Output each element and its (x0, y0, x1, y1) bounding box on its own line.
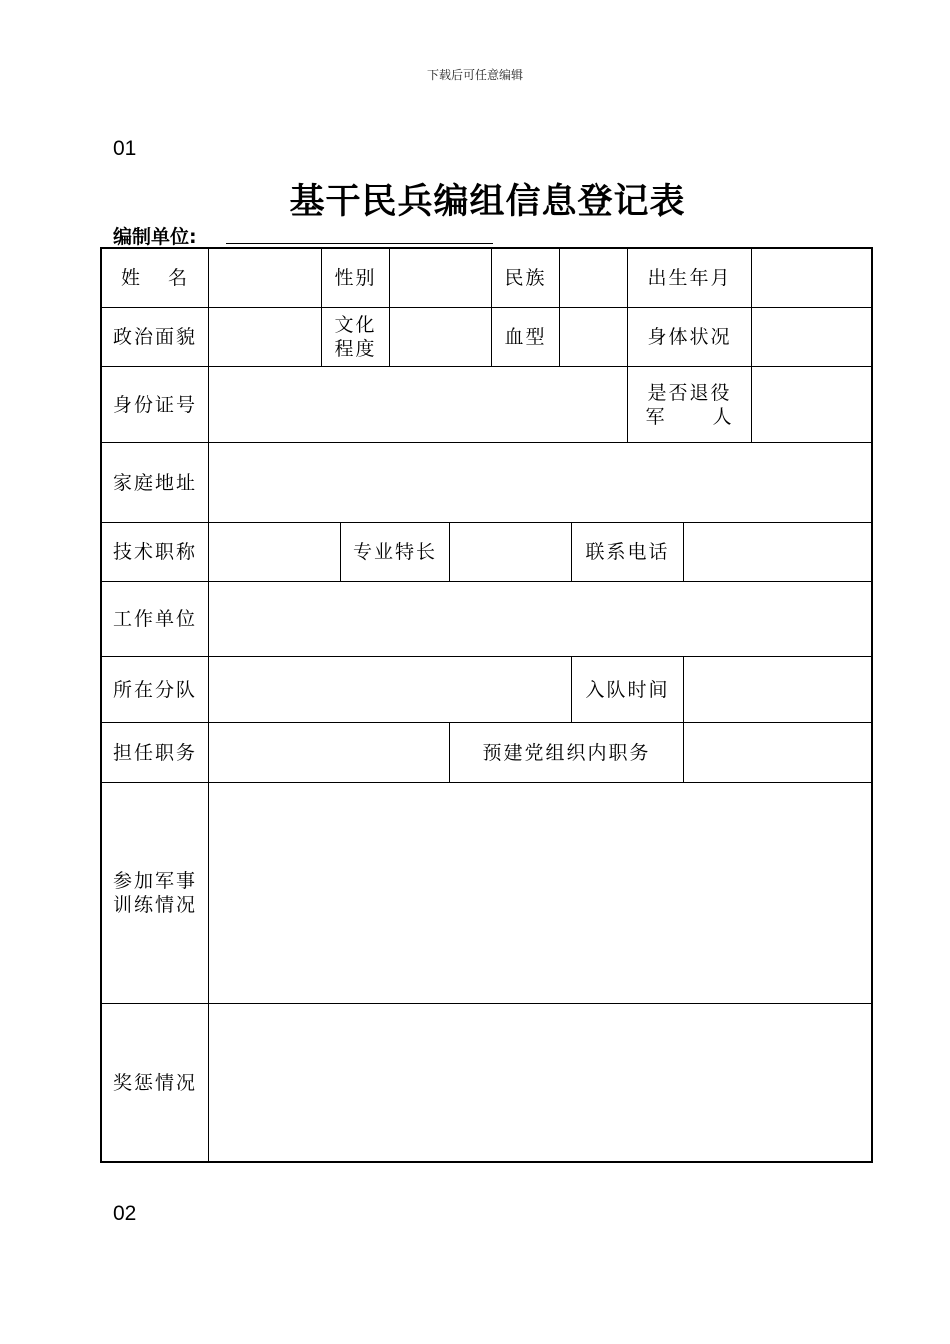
address-field[interactable] (209, 443, 871, 522)
label-blood: 血型 (504, 326, 547, 348)
label-education (322, 308, 389, 366)
label-gender: 性别 (334, 267, 377, 289)
label-political: 政治面貌 (112, 326, 197, 348)
party-position-field[interactable] (684, 723, 871, 782)
page-number-bottom: 02 (113, 1202, 137, 1225)
unit-label: 编制单位: (113, 226, 197, 248)
registration-form-table (100, 247, 873, 1163)
page-number-top: 01 (113, 137, 137, 160)
label-name (102, 249, 208, 307)
label-name-part: 名 (168, 267, 190, 289)
name-field[interactable] (209, 249, 321, 307)
rewards-field[interactable] (209, 1004, 871, 1161)
label-education-line: 程度 (334, 338, 377, 360)
label-workplace: 工作单位 (112, 608, 197, 630)
blood-field[interactable] (560, 308, 627, 366)
label-join-time: 入队时间 (585, 678, 670, 701)
label-health: 身体状况 (647, 326, 732, 348)
political-field[interactable] (209, 308, 321, 366)
label-squad: 所在分队 (112, 678, 197, 701)
health-field[interactable] (752, 308, 871, 366)
id-number-field[interactable] (209, 367, 627, 442)
squad-field[interactable] (209, 657, 571, 722)
workplace-field[interactable] (209, 582, 871, 656)
ethnicity-field[interactable] (560, 249, 627, 307)
label-training-line: 训练情况 (112, 894, 197, 916)
veteran-field[interactable] (752, 367, 871, 442)
position-field[interactable] (209, 723, 449, 782)
specialty-field[interactable] (450, 523, 571, 581)
title-field[interactable] (209, 523, 340, 581)
education-field[interactable] (390, 308, 491, 366)
label-title: 技术职称 (112, 541, 197, 563)
unit-input-line[interactable] (226, 243, 493, 244)
label-specialty: 专业特长 (352, 541, 437, 563)
header-note: 下载后可任意编辑 (426, 68, 523, 82)
birth-field[interactable] (752, 249, 871, 307)
label-position: 担任职务 (112, 741, 197, 764)
gender-field[interactable] (390, 249, 491, 307)
label-veteran (628, 367, 751, 442)
label-address: 家庭地址 (112, 471, 197, 494)
label-ethnicity: 民族 (504, 267, 547, 289)
phone-field[interactable] (684, 523, 871, 581)
form-title: 基干民兵编组信息登记表 (289, 181, 686, 222)
training-field[interactable] (209, 783, 871, 1003)
label-phone: 联系电话 (585, 541, 670, 563)
join-time-field[interactable] (684, 657, 871, 722)
label-birth: 出生年月 (647, 267, 732, 289)
label-training (102, 783, 208, 1003)
label-veteran-line: 是否退役 (647, 381, 732, 404)
label-party-position: 预建党组织内职务 (482, 741, 651, 764)
label-veteran-part: 军 (645, 405, 667, 428)
label-id-number: 身份证号 (112, 393, 197, 416)
label-name-part: 姓 (120, 267, 142, 289)
label-veteran-part: 人 (712, 405, 734, 428)
label-rewards: 奖惩情况 (112, 1071, 197, 1094)
label-training-line: 参加军事 (112, 870, 197, 892)
label-education-line: 文化 (334, 314, 377, 336)
